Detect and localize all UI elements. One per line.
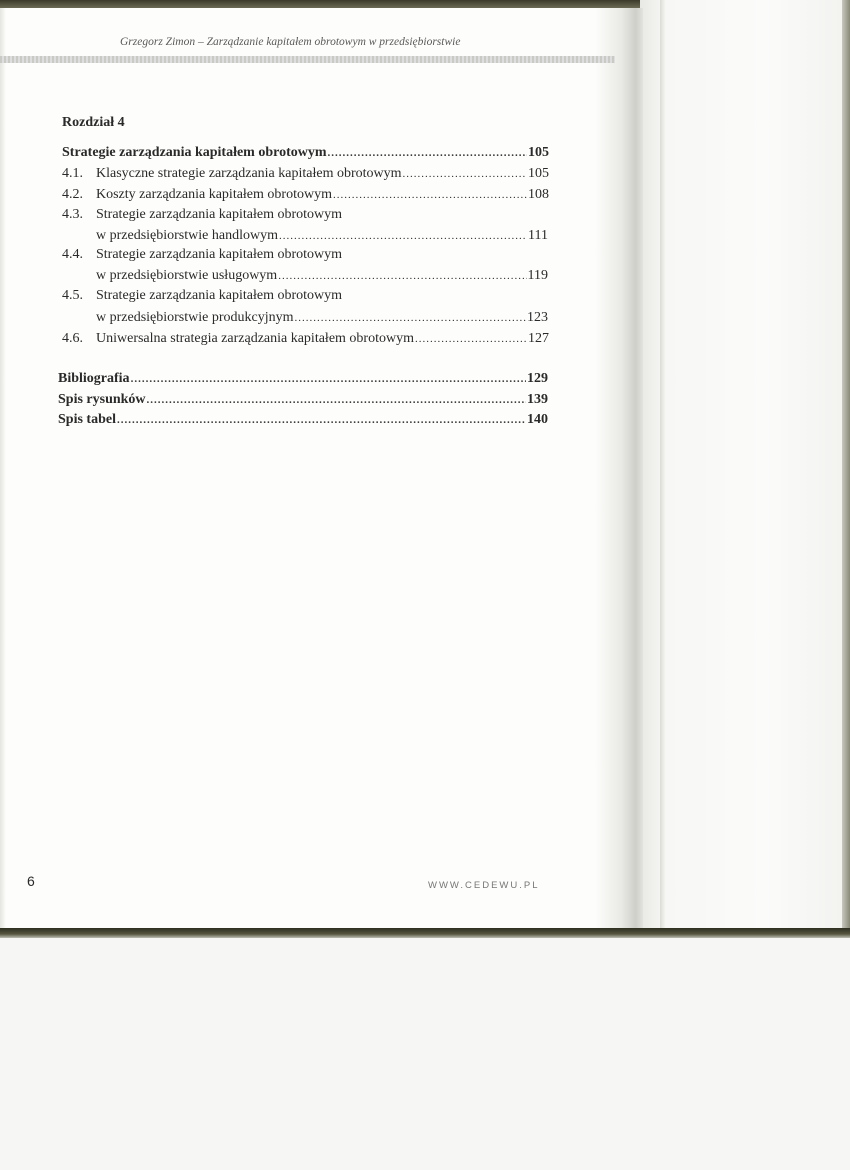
toc-entry-tables-list[interactable]	[58, 412, 548, 428]
toc-page-number: 129	[527, 371, 548, 386]
toc-entry-4-1[interactable]	[62, 166, 549, 182]
toc-entry-4-3-continued[interactable]	[96, 228, 548, 244]
toc-entry-4-6[interactable]	[62, 331, 549, 347]
page-left-shadow	[0, 8, 6, 928]
toc-entry-figures-list[interactable]	[58, 392, 548, 408]
toc-entry-title: Bibliografia	[58, 371, 130, 386]
toc-entry-4-4-continued[interactable]	[96, 268, 548, 284]
toc-leader	[279, 230, 527, 242]
toc-leader	[117, 414, 526, 426]
toc-entry-4-2[interactable]	[62, 187, 549, 203]
toc-leader	[131, 373, 526, 385]
toc-entry-title-continued: w przedsiębiorstwie produkcyjnym	[96, 310, 294, 325]
toc-section-number: 4.4.	[62, 247, 83, 262]
scanner-background-right	[640, 0, 850, 935]
toc-entry-chapter-title[interactable]	[62, 145, 549, 161]
toc-entry-title: Uniwersalna strategia zarządzania kapitałem obrotowym	[96, 331, 414, 346]
toc-page-number: 108	[528, 187, 549, 202]
toc-leader	[278, 270, 526, 282]
toc-section-number: 4.6.	[62, 331, 83, 346]
toc-page-number: 105	[528, 166, 549, 181]
toc-leader	[333, 189, 527, 201]
toc-page-number: 127	[528, 331, 549, 346]
page-gutter-shadow	[595, 8, 643, 928]
page-number: 6	[27, 873, 35, 889]
toc-entry-title-continued: w przedsiębiorstwie handlowym	[96, 228, 278, 243]
toc-entry-4-3[interactable]	[62, 207, 549, 223]
toc-leader	[328, 147, 527, 159]
adjacent-page-edge	[660, 0, 666, 935]
footer-url: WWW.CEDEWU.PL	[428, 880, 540, 891]
header-rule	[0, 56, 615, 63]
toc-entry-title: Strategie zarządzania kapitałem obrotowym	[62, 145, 327, 160]
toc-page-number: 123	[527, 310, 548, 325]
toc-entry-title: Klasyczne strategie zarządzania kapitałem obrotowym	[96, 166, 402, 181]
toc-page-number: 105	[528, 145, 549, 160]
toc-entry-4-5[interactable]	[62, 288, 549, 304]
toc-entry-4-4[interactable]	[62, 247, 549, 263]
chapter-label: Rozdział 4	[62, 115, 125, 130]
toc-section-number: 4.3.	[62, 207, 83, 222]
toc-leader	[147, 394, 526, 406]
toc-entry-bibliography[interactable]	[58, 371, 548, 387]
toc-section-number: 4.5.	[62, 288, 83, 303]
toc-leader	[403, 168, 527, 180]
toc-entry-title: Strategie zarządzania kapitałem obrotowym	[96, 207, 343, 222]
scanner-bottom-edge	[0, 928, 850, 938]
running-head: Grzegorz Zimon – Zarządzanie kapitałem obrotowym w przedsiębiorstwie	[120, 36, 461, 48]
toc-page-number: 139	[527, 392, 548, 407]
toc-entry-title-continued: w przedsiębiorstwie usługowym	[96, 268, 278, 283]
scanner-background-bottom	[0, 938, 850, 1170]
toc-entry-title: Koszty zarządzania kapitałem obrotowym	[96, 187, 332, 202]
toc-entry-title: Strategie zarządzania kapitałem obrotowym	[96, 247, 343, 262]
toc-page-number: 119	[527, 268, 548, 283]
toc-section-number: 4.1.	[62, 166, 83, 181]
toc-entry-title: Spis tabel	[58, 412, 116, 427]
toc-entry-title: Strategie zarządzania kapitałem obrotowym	[96, 288, 343, 303]
toc-leader	[295, 312, 526, 324]
toc-entry-4-5-continued[interactable]	[96, 310, 548, 326]
toc-section-number: 4.2.	[62, 187, 83, 202]
toc-page-number: 140	[527, 412, 548, 427]
toc-entry-title: Spis rysunków	[58, 392, 146, 407]
toc-leader	[415, 333, 527, 345]
toc-page-number: 111	[528, 228, 548, 243]
